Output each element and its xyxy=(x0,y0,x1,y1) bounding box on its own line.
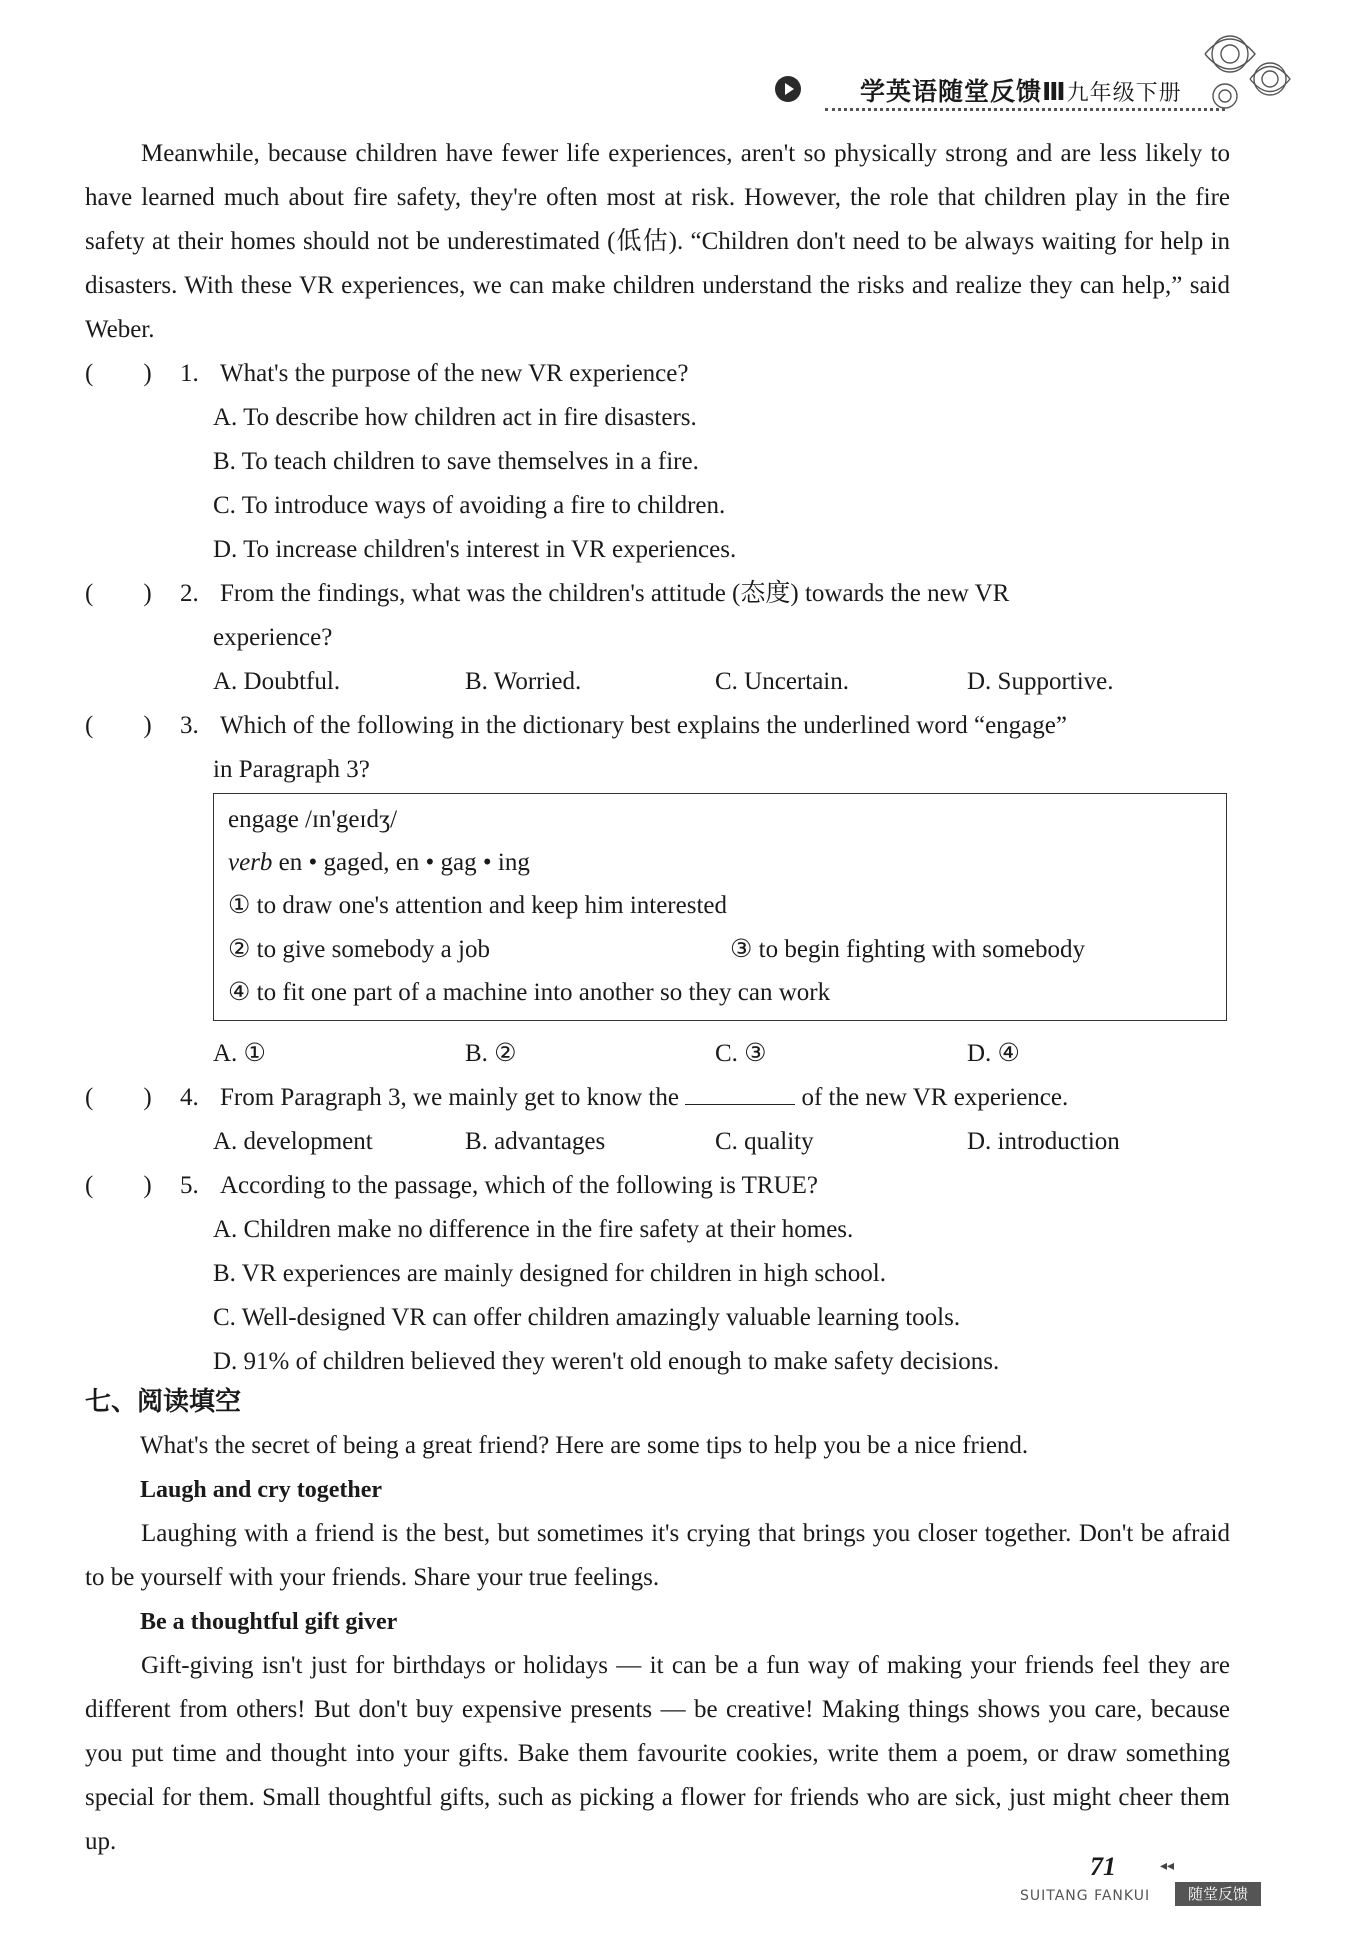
answer-blank[interactable]: ( ) xyxy=(85,360,152,387)
question-stem-continued: experience? xyxy=(213,624,333,651)
dictionary-headword: engage /ɪn'geɪdʒ/ xyxy=(228,806,398,833)
dictionary-sense: ① to draw one's attention and keep him interested xyxy=(228,892,727,919)
option: D. 91% of children believed they weren't old enough to make safety decisions. xyxy=(213,1348,1000,1375)
question-stem: From the findings, what was the children's attitude (态度) towards the new VR xyxy=(220,580,1010,607)
option: D. To increase children's interest in VR experiences. xyxy=(213,536,737,563)
play-icon xyxy=(775,76,801,102)
option: A. Children make no difference in the fire safety at their homes. xyxy=(213,1216,854,1243)
question-4 xyxy=(85,1076,1068,1120)
tip-heading: Laugh and cry together xyxy=(140,1477,382,1503)
fill-blank[interactable] xyxy=(685,1080,795,1105)
flower-decoration-icon xyxy=(1195,24,1305,124)
answer-blank[interactable]: ( ) xyxy=(85,580,152,607)
question-stem: According to the passage, which of the following is TRUE? xyxy=(220,1172,819,1199)
tip-heading: Be a thoughtful gift giver xyxy=(140,1609,398,1635)
option: B. ② xyxy=(465,1040,517,1067)
option: C. quality xyxy=(715,1128,814,1155)
dictionary-sense: ② to give somebody a job xyxy=(228,936,490,963)
option: C. To introduce ways of avoiding a fire to children. xyxy=(213,492,726,519)
section-title: 七、阅读填空 xyxy=(85,1387,242,1417)
option: C. Well-designed VR can offer children amazingly valuable learning tools. xyxy=(213,1304,961,1331)
option: C. ③ xyxy=(715,1040,767,1067)
footer-brand: SUITANG FANKUI xyxy=(1020,1888,1151,1904)
question-number: 1. xyxy=(180,360,199,387)
option: B. VR experiences are mainly designed for children in high school. xyxy=(213,1260,886,1287)
question-number: 4. xyxy=(180,1084,199,1111)
question-3 xyxy=(85,704,1067,748)
tip-paragraph: Gift-giving isn't just for birthdays or holidays — it can be a fun way of making your friends feel they are different from others! But don't buy expensive presents — be creative! Making things shows you care, because you put time and thought into your gifts. Bake them favourite cookies, write them a poem, or draw something special for them. Small thoughtful gifts, such as picking a flower for friends who are sick, just might cheer them up. xyxy=(85,1652,1230,1855)
page-header xyxy=(775,64,1225,114)
question-5 xyxy=(85,1164,818,1208)
tip-paragraph: Laughing with a friend is the best, but sometimes it's crying that brings you closer together. Don't be afraid to be yourself with your friends. Share your true feelings. xyxy=(85,1520,1230,1591)
header-title: 学英语随堂反馈Ⅲ九年级下册 xyxy=(860,77,1182,106)
answer-blank[interactable]: ( ) xyxy=(85,712,152,739)
page-number: 71 xyxy=(1090,1852,1116,1881)
header-dotted-rule xyxy=(825,108,1225,111)
word-forms: en • gaged, en • gag • ing xyxy=(278,849,530,876)
option: B. Worried. xyxy=(465,668,582,695)
question-number: 2. xyxy=(180,580,199,607)
option: D. introduction xyxy=(967,1128,1120,1155)
option: D. Supportive. xyxy=(967,668,1114,695)
part-of-speech: verb xyxy=(228,849,273,876)
question-stem-end: of the new VR experience. xyxy=(801,1084,1069,1111)
passage-paragraph: Meanwhile, because children have fewer life experiences, aren't so physically strong and are less likely to have learned much about fire safety, they're often most at risk. However, the role that children play in the fire safety at their homes should not be underestimated (低估). “Children don't need to be always waiting for help in disasters. With these VR experiences, we can make children understand the risks and realize they can help,” said Weber. xyxy=(85,140,1230,343)
dictionary-forms-line xyxy=(228,841,530,885)
answer-blank[interactable]: ( ) xyxy=(85,1084,152,1111)
option: A. To describe how children act in fire disasters. xyxy=(213,404,697,431)
option: B. advantages xyxy=(465,1128,606,1155)
dictionary-box xyxy=(213,793,1227,1021)
question-stem: Which of the following in the dictionary best explains the underlined word “engage” xyxy=(220,712,1067,739)
arrows-icon: ◂◂ xyxy=(1160,1858,1175,1874)
option: A. development xyxy=(213,1128,373,1155)
option: B. To teach children to save themselves in a fire. xyxy=(213,448,699,475)
section-intro: What's the secret of being a great friend? Here are some tips to help you be a nice friend. xyxy=(140,1432,1029,1459)
option: A. ① xyxy=(213,1040,266,1067)
question-number: 5. xyxy=(180,1172,199,1199)
option: D. ④ xyxy=(967,1040,1020,1067)
question-2 xyxy=(85,572,1009,616)
question-stem: What's the purpose of the new VR experience? xyxy=(220,360,689,387)
dictionary-sense: ④ to fit one part of a machine into another so they can work xyxy=(228,979,831,1006)
answer-blank[interactable]: ( ) xyxy=(85,1172,152,1199)
header-subtitle: 九年级下册 xyxy=(1066,81,1182,106)
option: C. Uncertain. xyxy=(715,668,849,695)
question-stem-continued: in Paragraph 3? xyxy=(213,756,370,783)
footer-badge: 随堂反馈 xyxy=(1175,1882,1261,1906)
question-number: 3. xyxy=(180,712,199,739)
dictionary-sense: ③ to begin fighting with somebody xyxy=(730,936,1086,963)
option: A. Doubtful. xyxy=(213,668,341,695)
question-stem: From Paragraph 3, we mainly get to know the xyxy=(220,1084,679,1111)
question-1 xyxy=(85,352,688,396)
